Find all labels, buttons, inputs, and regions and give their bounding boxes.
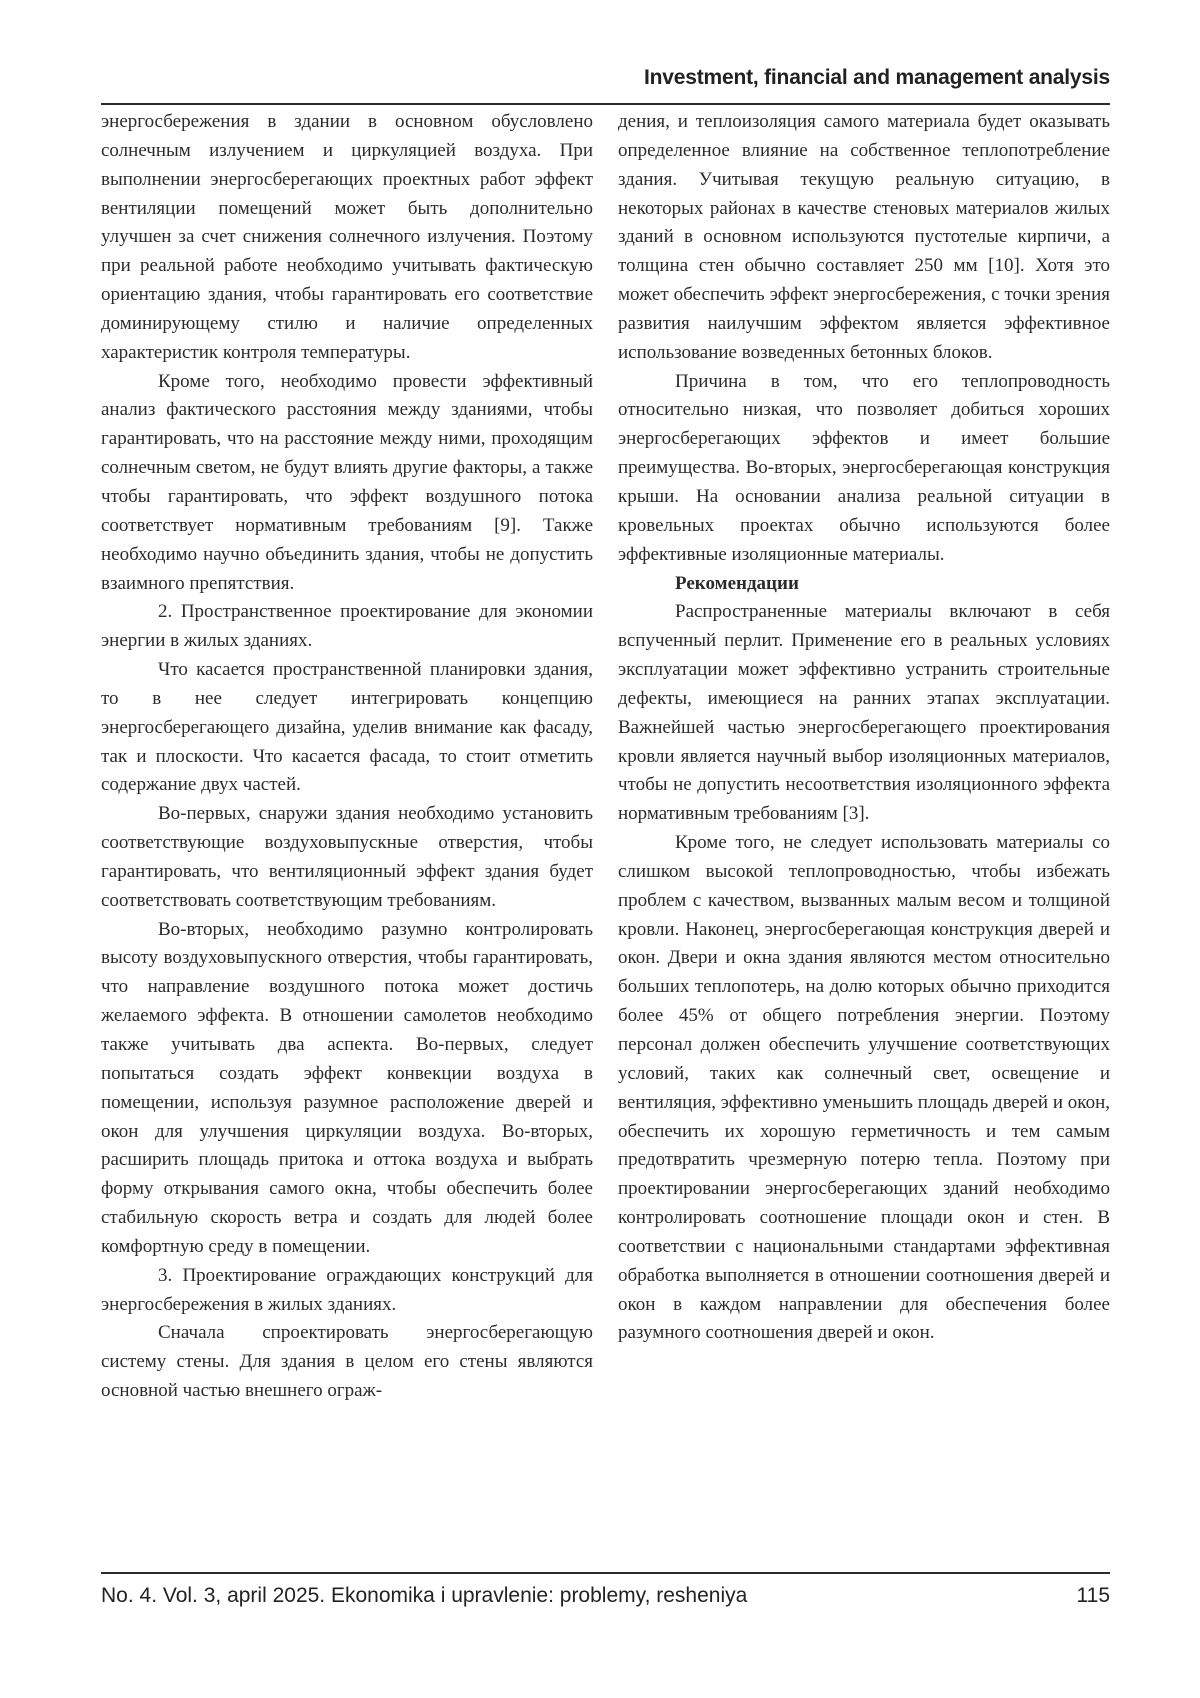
paragraph: Во-первых, снаружи здания необходимо установить соответствующие воздуховыпускные отверстия, чтобы гарантировать, что вентиляционный эффект здания будет соответствовать соответствующим требованиям. [101,803,593,911]
paragraph: Распространенные материалы включают в себя вспученный перлит. Применение его в реальных условиях эксплуатации может эффективно устранить строительные дефекты, имеющиеся на ранних этапах эксплуатации. Важнейшей частью энергосберегающего проектирования кровли является научный выбор изоляционных материалов, чтобы не допустить несоответствия изоляционного эффекта нормативным требованиям [3]. [618,601,1110,825]
journal-citation: No. 4. Vol. 3, april 2025. Ekonomika i upravlenie: problemy, resheniya [101,1584,748,1607]
paragraph: Кроме того, необходимо провести эффективный анализ фактического расстояния между зданиями, чтобы гарантировать, что на расстояние между ними, проходящим солнечным светом, не будут влиять другие факторы, а также чтобы гарантировать, что эффект воздушного потока соответствует нормативным требованиям [9]. Также необходимо научно объединить здания, чтобы не допустить взаимного препятствия. [101,370,593,594]
section-heading-numbered: 2. Пространственное проектирование для экономии энергии в жилых зданиях. [101,601,593,652]
paragraph: Что касается пространственной планировки здания, то в нее следует интегрировать концепцию энергосберегающего дизайна, уделив внимание как фасаду, так и плоскости. Что касается фасада, то стоит отметить содержание двух частей. [101,659,593,796]
paragraph: Кроме того, не следует использовать материалы со слишком высокой теплопроводностью, чтобы избежать проблем с качеством, вызванных малым весом и толщиной кровли. Наконец, энергосберегающая конструкция дверей и окон. Двери и окна здания являются местом относительно больших теплопотерь, на долю которых обычно приходится более 45% от общего потребления энергии. Поэтому персонал должен обеспечить улучшение соответствующих условий, таких как солнечный свет, освещение и вентиляция, эффективно уменьшить площадь дверей и окон, обеспечить их хорошую герметичность и тем самым предотвратить чрезмерную потерю тепла. Поэтому при проектировании энергосберегающих зданий необходимо контролировать соотношение площади окон и стен. В соответствии с национальными стандартами эффективная обработка выполняется в отношении соотношения дверей и окон в каждом направлении для обеспечения более разумного соотношения дверей и окон. [618,832,1110,1344]
section-heading-numbered: 3. Проектирование ограждающих конструкций для энергосбережения в жилых зданиях. [101,1264,593,1315]
running-head-section-title: Investment, financial and management analysis [644,66,1110,89]
paragraph: энергосбережения в здании в основном обусловлено солнечным излучением и циркуляцией воздуха. При выполнении энергосберегающих проектных работ эффект вентиляции помещений может быть дополнительно улучшен за счет снижения солнечного излучения. Поэтому при реальной работе необходимо учитывать фактическую ориентацию здания, чтобы гарантировать его соответствие доминирующему стилю и наличие определенных характеристик контроля температуры. [101,111,593,363]
paragraph: Причина в том, что его теплопроводность относительно низкая, что позволяет добиться хороших энергосберегающих эффектов и имеет большие преимущества. Во-вторых, энергосберегающая конструкция крыши. На основании анализа реальной ситуации в кровельных проектах обычно используются более эффективные изоляционные материалы. [618,370,1110,565]
page-footer [101,1584,1110,1608]
header-rule [101,103,1110,105]
page-number: 115 [1076,1584,1110,1607]
paragraph: дения, и теплоизоляция самого материала будет оказывать определенное влияние на собственное теплопотребление здания. Учитывая текущую реальную ситуацию, в некоторых районах в качестве стеновых материалов жилых зданий в основном используются пустотелые кирпичи, а толщина стен обычно составляет 250 мм [10]. Хотя это может обеспечить эффект энергосбережения, с точки зрения развития наилучшим эффектом является эффективное использование возведенных бетонных блоков. [618,111,1110,363]
paragraph: Сначала спроектировать энергосберегающую систему стены. Для здания в целом его стены являются основной частью внешнего ограж- [101,1322,593,1402]
right-column [618,108,1110,1348]
paragraph: Во-вторых, необходимо разумно контролировать высоту воздуховыпускного отверстия, чтобы гарантировать, что направление воздушного потока может достичь желаемого эффекта. В отношении самолетов необходимо также учитывать два аспекта. Во-первых, следует попытаться создать эффект конвекции воздуха в помещении, используя разумное расположение дверей и окон для улучшения циркуляции воздуха. Во-вторых, расширить площадь притока и оттока воздуха и выбрать форму открывания самого окна, чтобы обеспечить более стабильную скорость ветра и создать для людей более комфортную среду в помещении. [101,918,593,1257]
left-column [101,108,593,1406]
section-heading-recommendations: Рекомендации [675,572,799,594]
footer-rule [101,1572,1110,1574]
